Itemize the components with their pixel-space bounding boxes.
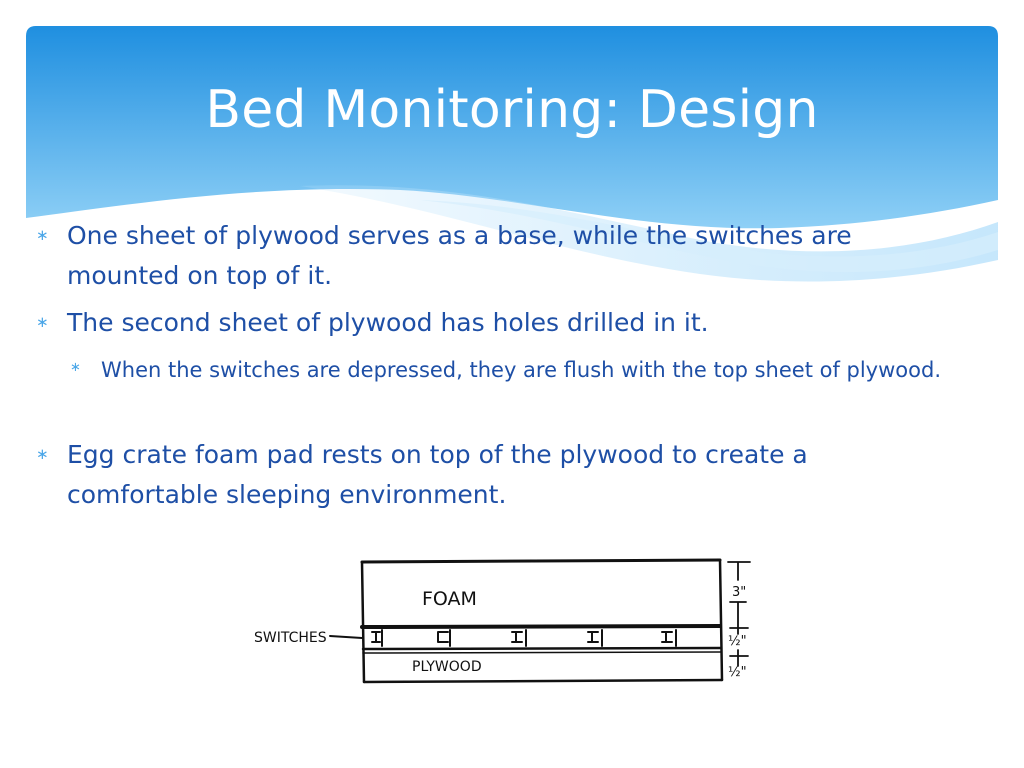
bullet-text: The second sheet of plywood has holes drilled in it. xyxy=(67,308,709,337)
sub-bullet-text: When the switches are depressed, they are flush with the top sheet of plywood. xyxy=(101,358,941,382)
foam-thickness-label: 3" xyxy=(732,585,747,600)
sub-bullet-item xyxy=(70,352,950,389)
bullet-asterisk-icon: ∗ xyxy=(70,360,81,375)
bullet-asterisk-icon: ∗ xyxy=(36,445,49,463)
foam-label: FOAM xyxy=(422,588,477,610)
bullet-asterisk-icon: ∗ xyxy=(36,313,49,331)
bullet-item xyxy=(36,216,966,296)
bullet-item xyxy=(36,435,966,515)
bullet-item xyxy=(36,303,966,343)
slide-title: Bed Monitoring: Design xyxy=(205,80,819,140)
switches-label: SWITCHES xyxy=(254,630,327,646)
bullet-text: Egg crate foam pad rests on top of the plywood to create a comfortable sleeping environment. xyxy=(67,440,808,509)
plywood-thickness-label: ½" xyxy=(728,665,747,680)
bullet-asterisk-icon: ∗ xyxy=(36,226,49,244)
plywood-label: PLYWOOD xyxy=(412,659,482,675)
switch-marks xyxy=(372,630,676,646)
bed-layer-sketch xyxy=(250,550,770,690)
switch-thickness-label: ½" xyxy=(728,634,747,649)
bullet-text: One sheet of plywood serves as a base, while the switches are mounted on top of it. xyxy=(67,221,852,290)
